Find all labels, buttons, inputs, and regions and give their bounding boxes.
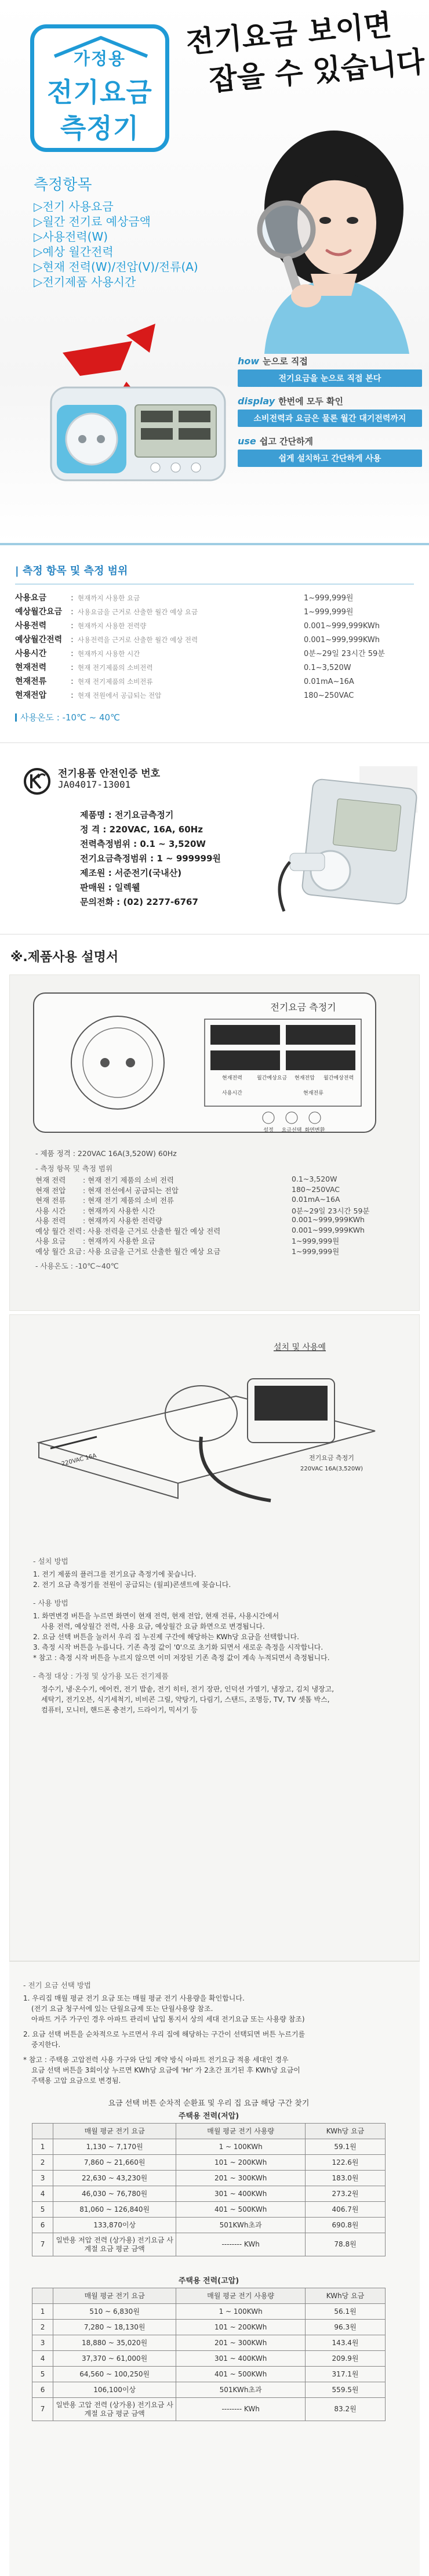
spec-table <box>15 592 414 703</box>
manual-spec-row: 현재 전력 : 현재 전기 제품의 소비 전력 0.1~3,520W <box>35 1175 337 1184</box>
spec-value: 0.1~3,520W <box>304 664 351 672</box>
spec-desc: 현재까지 사용한 전력량 <box>78 622 147 630</box>
manual-spec-row: 예상 월간 요금 : 사용 요금을 근거로 산출한 월간 예상 요금 1~999,999원 <box>35 1247 340 1256</box>
spec-section <box>0 545 429 742</box>
feature-display <box>238 395 422 427</box>
spec-row: 현재전력 : 현재 전기제품의 소비전력 0.1~3,520W <box>15 661 414 675</box>
cert-line: 전력측정범위 : 0.1 ~ 3,520W <box>80 839 206 849</box>
feature-use <box>238 435 422 467</box>
spec-label: 사용시간 <box>15 649 47 658</box>
items-title: 측정항목 <box>34 176 92 194</box>
spec-row: 예상월간전력 : 사용전력을 근거로 산출한 월간 예상 전력 0.001~999,999KWh <box>15 633 414 647</box>
section-heading: - 전기 요금 선택 방법 <box>23 1981 92 1990</box>
instruction-line: 2. 요금 선택 버튼을 눌러서 우리 집 누진제 구간에 해당하는 KWh당 요금을 선택합니다. <box>33 1633 299 1641</box>
spec-row: 예상월간요금 : 사용요금을 근거로 산출한 월간 예상 요금 1~999,999원 <box>15 606 414 619</box>
spec-desc: 사용전력을 근거로 산출한 월간 예상 전력 <box>78 636 198 644</box>
kc-mark-icon <box>23 767 51 801</box>
instruction-line: 컴퓨터, 모니터, 핸드폰 충전기, 드라이기, 믹서기 등 <box>41 1706 198 1714</box>
table-title: 주택용 전력(저압) <box>178 2112 239 2121</box>
manual-spec-list <box>35 1148 369 1272</box>
instruction-line: 정수기, 냉·온수기, 에어컨, 전기 밥솥, 전기 히터, 전기 장판, 인덕션 가열기, 냉장고, 김치 냉장고, <box>41 1685 335 1693</box>
feature-bar: 소비전력과 요금은 물론 월간 대기전력까지 <box>238 410 422 427</box>
device-display-label: 현재전류 <box>303 1090 323 1096</box>
spec-label: 현재전압 <box>15 691 47 700</box>
operating-temperature: 사용온도 : -10℃ ~ 40℃ <box>15 711 414 723</box>
list-item: ▷전기 사용요금 <box>34 200 114 213</box>
instruction-line: 주택용 고압 요금으로 변경됨. <box>31 2077 121 2085</box>
feature-bar: 쉽게 설치하고 간단하게 사용 <box>238 450 422 467</box>
table-row: 5 81,060 ~ 126,840원 401 ~ 500KWh 406.7원 <box>32 2202 386 2218</box>
hero-banner <box>0 0 429 545</box>
device-button-label: 설정 <box>263 1128 274 1133</box>
list-item: ▷예상 월간전력 <box>34 245 114 259</box>
spec-label: 현재전류 <box>15 677 47 686</box>
instruction-line: * 참고 : 측정 시작 버튼을 누르지 않으면 이미 저장된 기존 측정 값이 계속 누적되면서 측정됩니다. <box>33 1654 330 1662</box>
device-title: 전기요금 측정기 <box>270 1002 336 1013</box>
cert-number: JA04017-13001 <box>58 779 131 790</box>
spec-desc: 현재 전원에서 공급되는 전압 <box>78 691 162 700</box>
device-display-label: 사용시간 <box>222 1090 242 1096</box>
section-heading: - 사용 방법 <box>33 1599 68 1607</box>
spec-label: 사용전력 <box>15 621 47 631</box>
headline-line2: 잡을 수 있습니다 <box>208 44 426 97</box>
manual-sheet-rates <box>9 1961 420 2576</box>
table-row: 2 7,280 ~ 18,130원 101 ~ 200KWh 96.3원 <box>32 2320 386 2335</box>
spec-label: 예상월간요금 <box>15 607 63 617</box>
instruction-line: 세탁기, 전기오븐, 식기세척기, 비비콘 그릴, 약탕기, 다림기, 스탠드, 조명등, TV, TV 셋톱 박스, <box>41 1695 330 1704</box>
spec-value: 0분~29일 23시간 59분 <box>304 650 385 658</box>
feature-keyword: display <box>238 396 275 407</box>
instruction-line: 요금 선택 버튼을 3회이상 누르면 KWh당 요금에 'Hr' 가 2초간 표기된 후 KWh당 요금이 <box>31 2066 300 2074</box>
device-button-label: 요금선택 <box>281 1128 302 1133</box>
spec-row: 현재전압 : 현재 전원에서 공급되는 전압 180~250VAC <box>15 689 414 703</box>
table-row: 6 133,870이상 501KWh초과 690.8원 <box>32 2218 386 2233</box>
high-voltage-rate-table <box>32 2288 386 2421</box>
spec-value: 1~999,999원 <box>304 594 354 603</box>
spec-label: 예상월간전력 <box>15 635 63 644</box>
instruction-line: 2. 전기 요금 측정기를 전원이 공급되는 (월피)콘센트에 꽂습니다. <box>33 1581 231 1589</box>
device-in-use-photo <box>272 766 417 917</box>
table-row: 3 18,880 ~ 35,020원 201 ~ 300KWh 143.4원 <box>32 2335 386 2351</box>
table-row: 6 106,100이상 501KWh초과 559.5원 <box>32 2382 386 2398</box>
section-heading: - 설치 방법 <box>33 1557 68 1566</box>
low-voltage-rate-table <box>32 2123 386 2256</box>
manual-spec-row: 예상 월간 전력 : 사용 전력을 근거로 산출한 월간 예상 전력 0.001~999,999KWh <box>35 1225 365 1236</box>
instruction-line: 2. 요금 선택 버튼을 순차적으로 누르면서 우리 집에 해당하는 구간이 선택되면 버튼 누르기를 <box>23 2030 306 2038</box>
device-display-label: 현재전압 <box>295 1075 315 1081</box>
spec-desc: 현재까지 사용한 요금 <box>78 594 140 602</box>
feature-keyword: how <box>238 356 260 367</box>
manual-sheet-install <box>9 1314 420 1961</box>
spec-row: 사용시간 : 현재까지 사용한 시간 0분~29일 23시간 59분 <box>15 647 414 661</box>
spec-desc: 현재까지 사용한 시간 <box>78 650 140 658</box>
product-logo <box>30 24 169 152</box>
manual-spec-row: 사용 요금 : 현재까지 사용한 요금 1~999,999원 <box>35 1237 340 1245</box>
table-row: 5 64,560 ~ 100,250원 401 ~ 500KWh 317.1원 <box>32 2367 386 2382</box>
spec-label: 사용요금 <box>15 593 47 603</box>
cert-line: 제조원 : 서준전기(국내산) <box>80 868 182 878</box>
instruction-line: 사용 전력, 예상월간 전력, 사용 요금, 예상월간 요금 화면으로 변경됩니다. <box>41 1622 265 1631</box>
instruction-line: 1. 우리집 매월 평균 전기 요금 또는 매월 평균 전기 사용량을 확인합니다. <box>23 1994 245 2002</box>
table-header-row: 매월 평균 전기 요금 매월 평균 전기 사용량 KWh당 요금 <box>32 2288 386 2304</box>
plug-rating-label: 220VAC 16A <box>61 1452 97 1468</box>
cert-details <box>80 808 221 910</box>
feature-bar: 전기요금을 눈으로 직접 본다 <box>238 369 422 387</box>
table-row: 1 510 ~ 6,830원 1 ~ 100KWh 56.1원 <box>32 2304 386 2320</box>
logo-small-text: 가정용 <box>73 49 126 68</box>
spec-value: 180~250VAC <box>304 691 354 700</box>
device-front-diagram <box>31 990 379 1135</box>
spec-row: 현재전류 : 현재 전기제품의 소비전류 0.01mA~16A <box>15 675 414 689</box>
feature-subtitle: 눈으로 직접 <box>263 356 308 367</box>
device-name-label: 전기요금 측정기 <box>309 1454 354 1462</box>
spec-value: 0.001~999,999KWh <box>304 622 380 631</box>
table-row: 7 일반용 저압 전력 (상가용) 전기요금 사 계절 요금 평균 금액 -------- KWh 78.8원 <box>32 2233 386 2256</box>
spec-row: 사용전력 : 현재까지 사용한 전력량 0.001~999,999KWh <box>15 619 414 633</box>
spec-value: 1~999,999원 <box>304 608 354 617</box>
feature-keyword: use <box>238 436 256 447</box>
instruction-line: 3. 측정 시작 버튼을 누릅니다. 기존 측정 값이 '0'으로 초기화 되면서 새로운 측정을 시작합니다. <box>33 1643 323 1651</box>
cert-line: 제품명 : 전기요금측정기 <box>80 810 174 820</box>
device-rating-label: 220VAC 16A(3,520W) <box>300 1466 363 1472</box>
instruction-line: 중지한다. <box>31 2041 61 2049</box>
table-row: 7 일반용 고압 전력 (상가용) 전기요금 사 계절 요금 평균 금액 -------- KWh 83.2원 <box>32 2398 386 2421</box>
manual-instructions <box>33 1548 392 1715</box>
installation-diagram <box>27 1327 387 1524</box>
manual-temperature: - 사용온도 : -10℃~40℃ <box>35 1262 119 1270</box>
certification-section <box>0 742 429 934</box>
meter-device-photo <box>39 318 231 492</box>
feature-subtitle: 쉽고 간단하게 <box>259 436 313 447</box>
list-item: ▷현재 전력(W)/전압(V)/전류(A) <box>34 260 198 274</box>
manual-spec-row: 현재 전류 : 현재 전기 제품의 소비 전류 0.01mA~16A <box>35 1195 340 1205</box>
spec-desc: 현재 전기제품의 소비전류 <box>78 677 153 686</box>
measurement-items <box>34 173 225 289</box>
device-display-label: 현재전력 <box>222 1075 242 1081</box>
instruction-line: 아파트 거주 가구인 경우 아파트 관리비 납입 통지서 상의 세대 전기요금 또는 사용량 참조) <box>31 2015 305 2023</box>
manual-rating: - 제품 정격 : 220VAC 16A(3,520W) 60Hz <box>35 1149 177 1158</box>
table-row: 1 1,130 ~ 7,170원 1 ~ 100KWh 59.1원 <box>32 2139 386 2155</box>
feature-how <box>238 355 422 387</box>
list-item: ▷월간 전기료 예상금액 <box>34 215 151 229</box>
logo-title-line1: 전기요금 <box>47 77 152 108</box>
feature-list <box>238 355 422 475</box>
install-title: 설치 및 사용예 <box>273 1343 326 1352</box>
manual-title: ※.제품사용 설명서 <box>10 950 119 965</box>
cert-title: 전기용품 안전인증 번호 <box>58 768 161 780</box>
cert-line: 판매원 : 일렉웰 <box>80 882 140 893</box>
list-item: ▷사용전력(W) <box>34 230 108 244</box>
table-header-row: 매월 평균 전기 요금 매월 평균 전기 사용량 KWh당 요금 <box>32 2124 386 2139</box>
device-display-label: 월간예상전력 <box>323 1075 354 1081</box>
table-row: 4 37,370 ~ 61,000원 301 ~ 400KWh 209.9원 <box>32 2351 386 2367</box>
table-caption: 요금 선택 버튼 순차적 순환표 및 우리 집 요금 해당 구간 찾기 <box>108 2099 310 2108</box>
hero-headline <box>184 2 428 102</box>
feature-subtitle: 한번에 모두 확인 <box>278 396 344 407</box>
spec-row: 사용요금 : 현재까지 사용한 요금 1~999,999원 <box>15 592 414 606</box>
manual-sheet-front <box>9 974 420 1311</box>
manual-header <box>0 934 429 974</box>
spec-desc: 현재 전기제품의 소비전력 <box>78 664 153 672</box>
manual-spec-row: 사용 전력 : 현재까지 사용한 전력량 0.001~999,999KWh <box>35 1215 365 1225</box>
list-item: ▷전기제품 사용시간 <box>34 275 136 289</box>
table-title: 주택용 전력(고압) <box>178 2277 239 2285</box>
cert-line: 문의전화 : (02) 2277-6767 <box>80 897 198 907</box>
cert-line: 정 격 : 220VAC, 16A, 60Hz <box>80 824 203 835</box>
manual-spec-row: 사용 시간 : 현재까지 사용한 시간 0분~29일 23시간 59분 <box>35 1206 370 1215</box>
spec-value: 0.01mA~16A <box>304 677 354 686</box>
spec-desc: 사용요금을 근거로 산출한 월간 예상 요금 <box>78 608 198 616</box>
instruction-line: 1. 전기 제품의 플러그를 전기요금 측정기에 꽂습니다. <box>33 1570 197 1578</box>
table-row: 3 22,630 ~ 43,230원 201 ~ 300KWh 183.0원 <box>32 2171 386 2186</box>
instruction-line: (전기 요금 청구서에 있는 단월요금제 또는 단월사용량 참조. <box>31 2005 213 2013</box>
device-button-label: 화면변환 <box>304 1128 325 1133</box>
spec-label: 현재전력 <box>15 663 47 672</box>
manual-spec-row: 현재 전압 : 현재 전선에서 공급되는 전압 180~250VAC <box>35 1184 340 1195</box>
spec-value: 0.001~999,999KWh <box>304 636 380 644</box>
manual-spec-head: - 측정 항목 및 측정 범위 <box>35 1164 113 1173</box>
device-display-label: 월간예상요금 <box>257 1075 288 1081</box>
spec-title: | 측정 항목 및 측정 범위 <box>15 563 414 585</box>
logo-title-line2: 측정기 <box>60 113 140 144</box>
table-row: 4 46,030 ~ 76,780원 301 ~ 400KWh 273.2원 <box>32 2186 386 2202</box>
rate-selection-guide <box>23 1972 394 2421</box>
model-with-magnifier-illustration <box>224 122 421 360</box>
cert-line: 전기요금측정범위 : 1 ~ 999999원 <box>80 853 221 864</box>
instruction-line: 1. 화면변경 버튼을 누르면 화면이 현재 전력, 현재 전압, 현재 전류, 사용시간에서 <box>33 1612 279 1620</box>
table-row: 2 7,860 ~ 21,660원 101 ~ 200KWh 122.6원 <box>32 2155 386 2171</box>
headline-line1: 전기요금 보이면 <box>184 7 393 60</box>
instruction-line: * 참고 : 주택용 고압전력 사용 가구와 단일 계약 방식 아파트 전기요금 적용 세대인 경우 <box>23 2056 289 2064</box>
section-heading: - 측정 대상 : 가정 및 상가용 모든 전기제품 <box>33 1672 169 1680</box>
items-list <box>34 199 225 289</box>
